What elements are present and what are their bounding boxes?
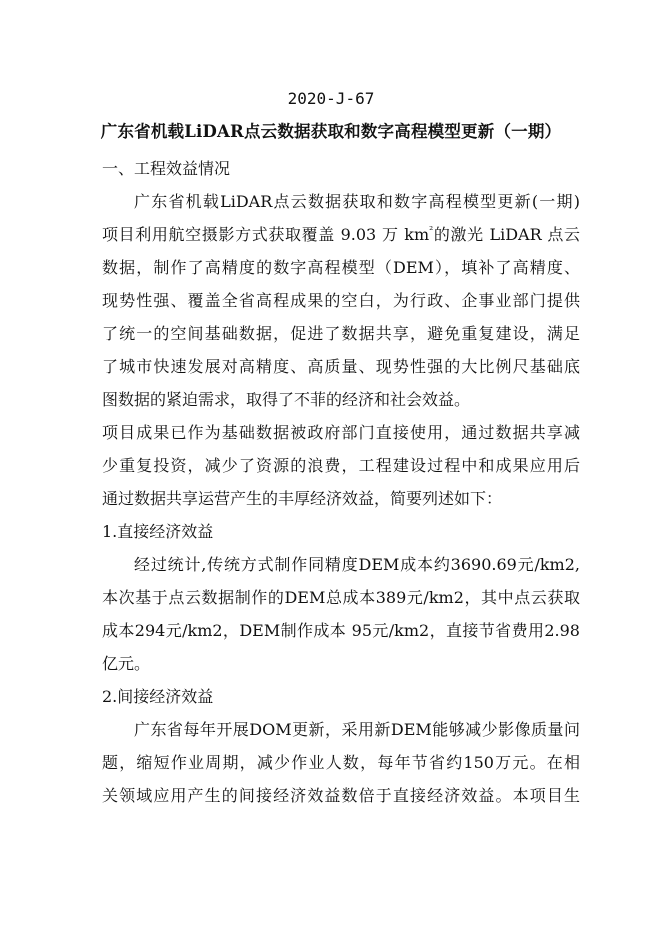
- paragraph-line: 数据，制作了高精度的数字高程模型（DEM），填补了高精度、: [102, 258, 580, 277]
- paragraph-line: 现势性强、覆盖全省高程成果的空白，为行政、企事业部门提供: [102, 291, 580, 310]
- paragraph-line: 亿元。: [102, 654, 151, 673]
- paragraph-line: 项目成果已作为基础数据被政府部门直接使用，通过数据共享减: [102, 423, 580, 442]
- paragraph-line: 本次基于点云数据制作的DEM总成本389元/km2，其中点云获取: [102, 588, 580, 607]
- paragraph-line: 图数据的紧迫需求，取得了不菲的经济和社会效益。: [102, 390, 471, 409]
- document-title: 广东省机载LiDAR点云数据获取和数字高程模型更新（一期）: [100, 122, 562, 141]
- paragraph-line: 成本294元/km2，DEM制作成本 95元/km2，直接节省费用2.98: [102, 621, 580, 640]
- subsection-heading: 2.间接经济效益: [102, 687, 214, 706]
- paragraph-line: 广东省每年开展DOM更新，采用新DEM能够减少影像质量问: [134, 720, 580, 739]
- paragraph-line: 了统一的空间基础数据，促进了数据共享，避免重复建设，满足: [102, 324, 580, 343]
- paragraph-line: 了城市快速发展对高精度、高质量、现势性强的大比例尺基础底: [102, 357, 580, 376]
- document-code: 2020-J-67: [287, 89, 375, 108]
- paragraph-line: 经过统计,传统方式制作同精度DEM成本约3690.69元/km2,: [134, 555, 580, 574]
- paragraph-line: 少重复投资，减少了资源的浪费，工程建设过程中和成果应用后: [102, 456, 580, 475]
- superscript: ²: [429, 225, 434, 237]
- subsection-heading: 1.直接经济效益: [102, 522, 214, 541]
- paragraph-line: [102, 224, 580, 246]
- paragraph-line: 题，缩短作业周期，减少作业人数，每年节省约150万元。在相: [102, 753, 580, 772]
- paragraph-line: 通过数据共享运营产生的丰厚经济效益，简要列述如下：: [102, 489, 503, 508]
- paragraph-text: 项目利用航空摄影方式获取覆盖 9.03 万 km: [102, 225, 430, 244]
- section-heading: 一、工程效益情况: [102, 159, 231, 178]
- paragraph-line: 广东省机载LiDAR点云数据获取和数字高程模型更新(一期): [134, 192, 580, 211]
- paragraph-text: 的激光 LiDAR 点云: [433, 225, 580, 244]
- paragraph-line: 关领域应用产生的间接经济效益数倍于直接经济效益。本项目生: [102, 786, 580, 805]
